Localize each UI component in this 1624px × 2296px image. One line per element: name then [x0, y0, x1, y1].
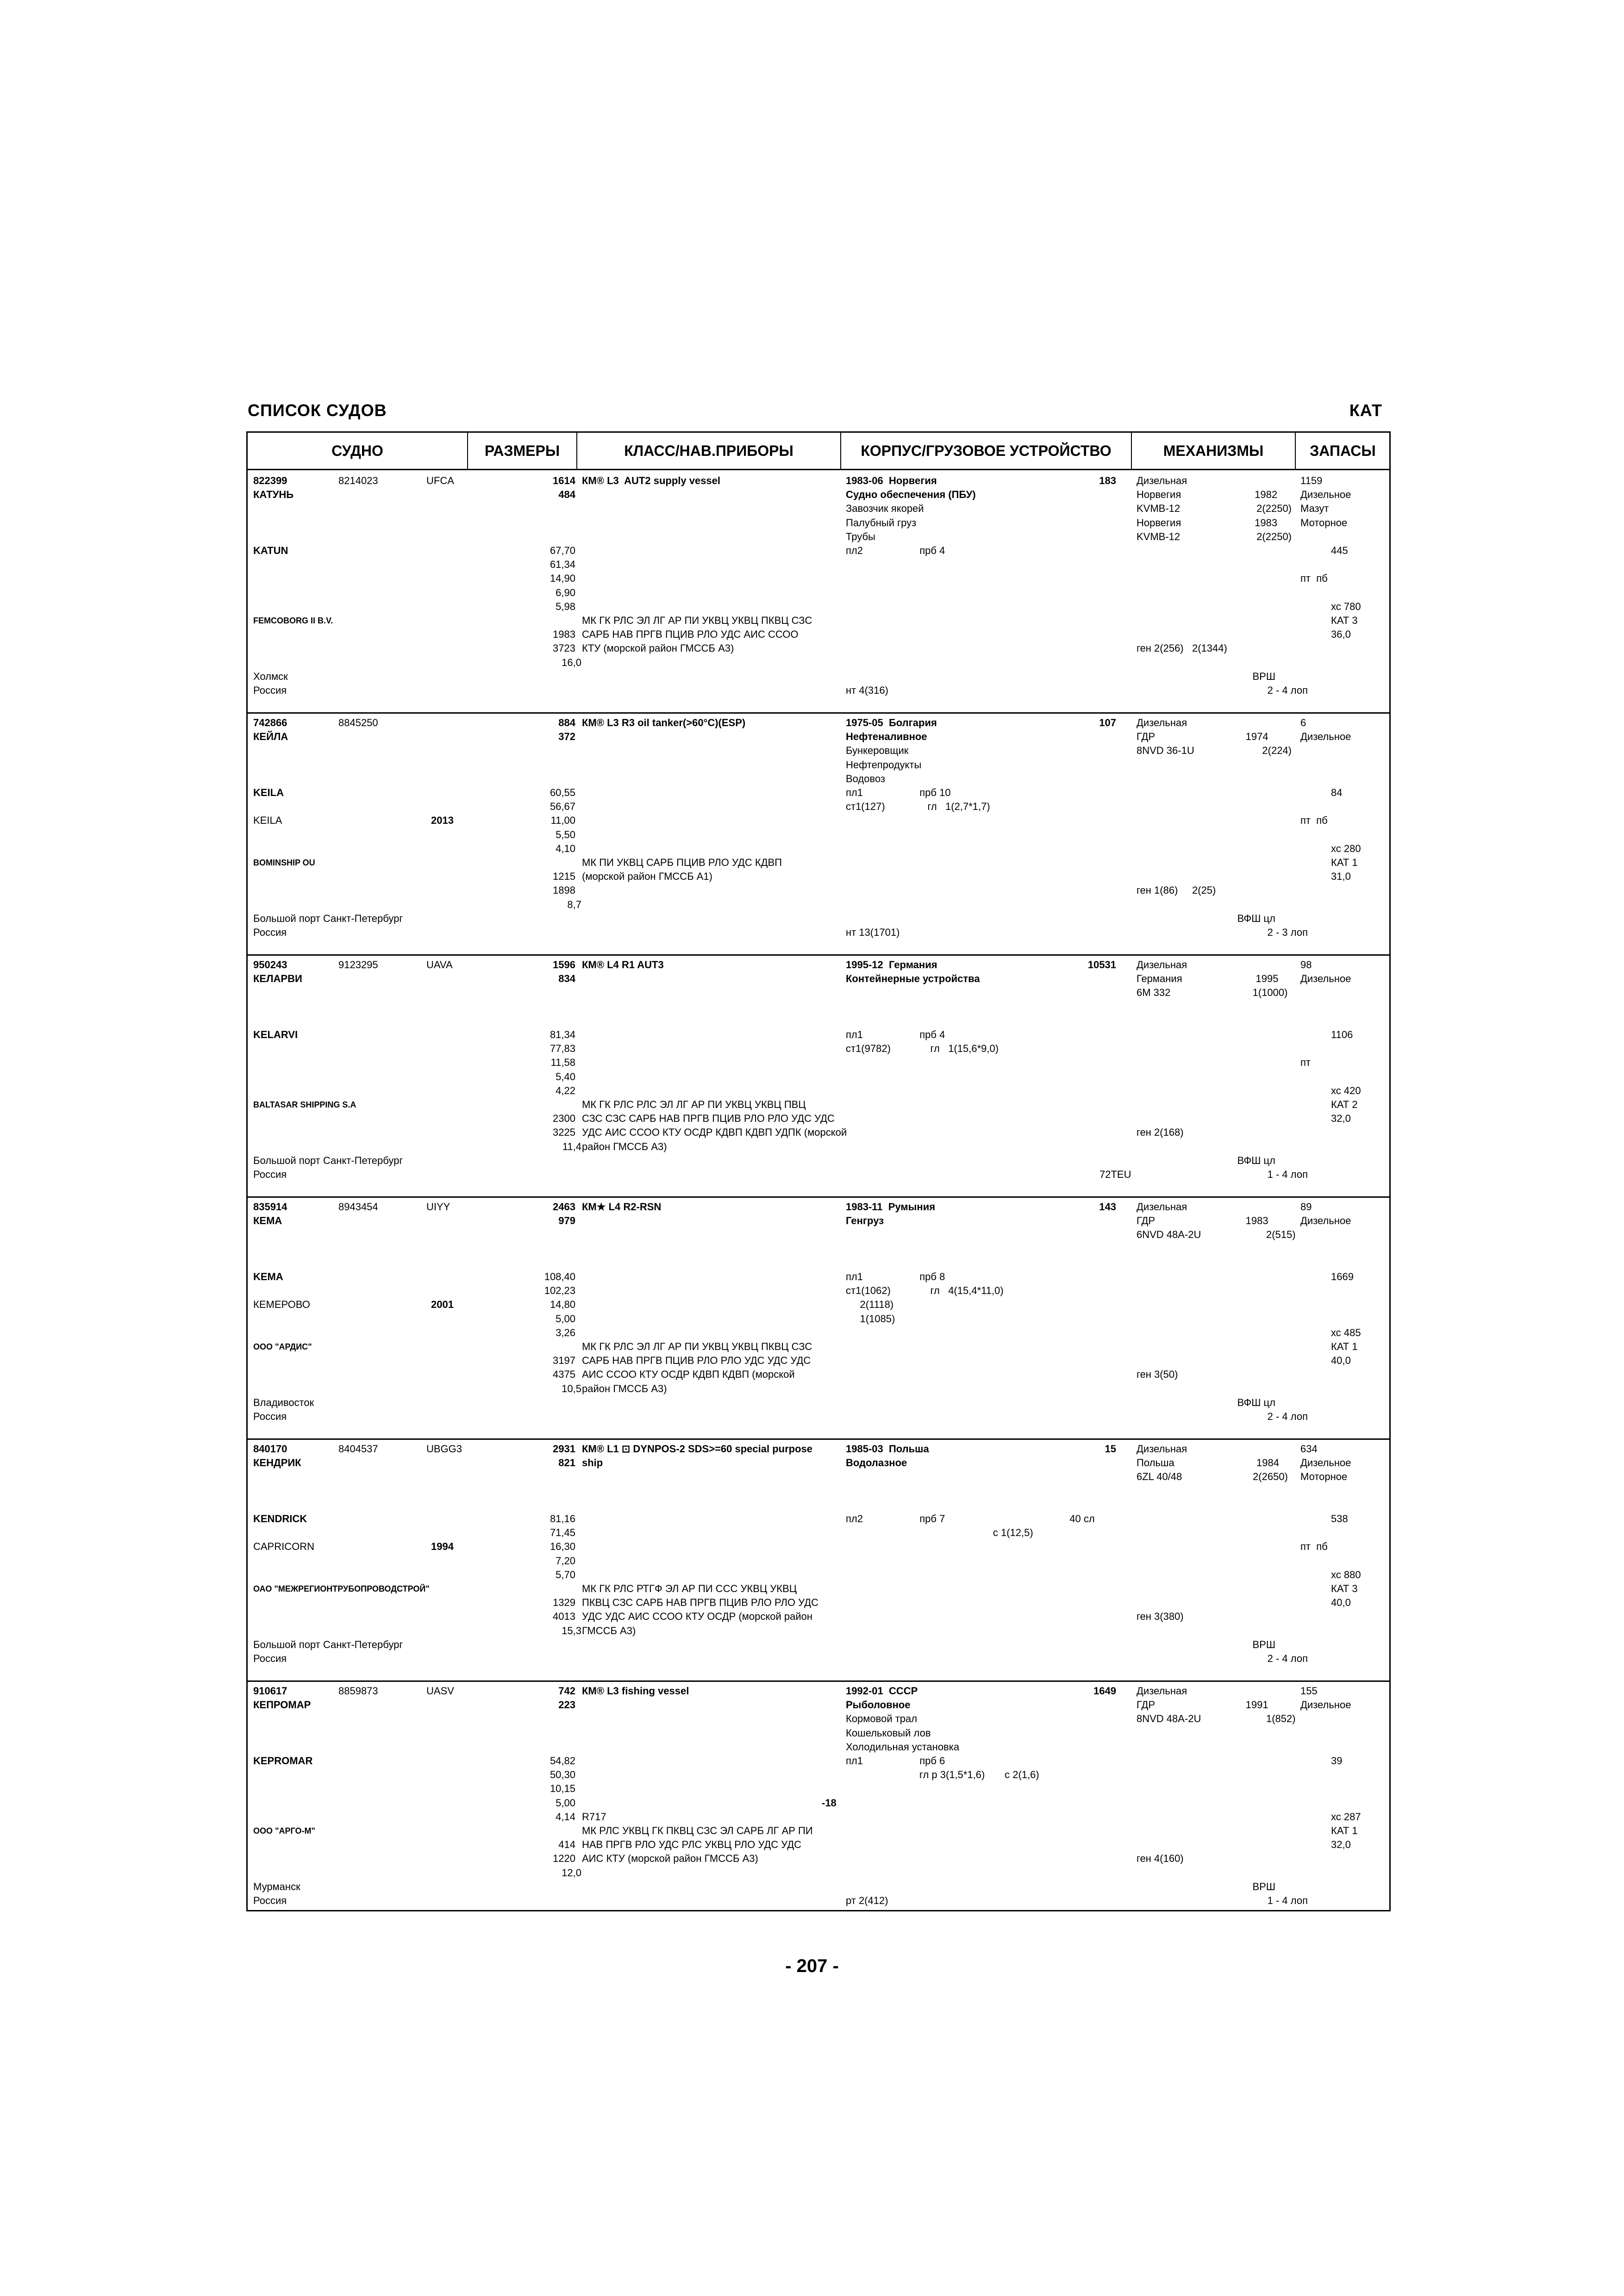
propeller-blades: 1 - 4 лоп [1267, 1895, 1308, 1906]
dimension-value: 5,98 [556, 600, 575, 612]
call-sign: UFCA [426, 475, 454, 486]
build-year-country: 1985-03 Польша [846, 1443, 929, 1455]
category: КАТ 3 [1331, 1583, 1358, 1594]
dimension-value: 4,22 [556, 1084, 575, 1096]
speed: 8,7 [567, 898, 581, 910]
engine-type: Дизельная [1137, 717, 1187, 728]
ship-entry [248, 712, 1389, 956]
fuel-types: Дизельное Мазут Моторное [1300, 489, 1351, 529]
owner: ООО "АРДИС" [253, 1342, 312, 1351]
ship-name: КЕЙЛА [253, 731, 288, 743]
category: КАТ 1 [1331, 1341, 1358, 1352]
table-body [248, 470, 1389, 1910]
supplies-value-2: 1669 [1331, 1271, 1354, 1282]
generators: ген 3(380) [1137, 1611, 1184, 1623]
category-value: 36,0 [1331, 628, 1351, 641]
dimension-value: 77,83 [550, 1043, 575, 1055]
imo-number: 8943454 [338, 1201, 378, 1213]
reg-number: 950243 [253, 959, 287, 971]
flag: Россия [253, 684, 287, 696]
generators: ген 1(86) 2(25) [1137, 884, 1216, 896]
supplies-extra: пт пб [1300, 815, 1328, 827]
imo-number: 8845250 [338, 717, 378, 728]
home-port: Большой порт Санкт-Петербург [253, 912, 403, 924]
ship-name: КАТУНЬ [253, 489, 294, 501]
flag: Россия [253, 927, 287, 938]
column-header-vessel: СУДНО [248, 433, 468, 469]
dimension-value: 5,70 [556, 1568, 575, 1580]
dimension-value: 5,00 [556, 1313, 575, 1325]
ship-table [246, 431, 1391, 1911]
supplies-value-2: 445 [1331, 545, 1348, 556]
dimension-value: 71,45 [550, 1527, 575, 1539]
engine-type: Дизельная [1137, 1685, 1187, 1697]
flag: Россия [253, 1169, 287, 1180]
reg-number: 910617 [253, 1685, 287, 1697]
fuel-types: Дизельное [1300, 1699, 1351, 1711]
engine-type: Дизельная [1137, 1201, 1187, 1213]
hull-extra: рт 2(412) [846, 1895, 888, 1906]
propeller-blades: 2 - 4 лоп [1267, 1653, 1308, 1664]
cargo-gear: пл2 прб 7 40 сл с 1(12,5) [846, 1513, 1095, 1539]
ship-name: КЕПРОМАР [253, 1699, 311, 1711]
call-sign: UBGG3 [426, 1443, 462, 1455]
reg-number: 742866 [253, 717, 287, 728]
ship-type: Генгруз [846, 1215, 884, 1227]
owner: ООО "АРГО-М" [253, 1826, 316, 1836]
former-name: КЕМЕРОВО [253, 1299, 310, 1311]
project-number: 107 [1099, 717, 1116, 728]
supplies-value: 1159 [1300, 475, 1323, 486]
doc-section: КАТ [1349, 401, 1382, 420]
home-port: Большой порт Санкт-Петербург [253, 1154, 403, 1166]
generators: ген 2(168) [1137, 1126, 1184, 1139]
category: КАТ 3 [1331, 615, 1358, 626]
dimension-value: 56,67 [550, 801, 575, 813]
build-year-country: 1983-11 Румыния [846, 1201, 936, 1213]
doc-title: СПИСОК СУДОВ [248, 401, 387, 420]
net-tonnage: 821 [558, 1457, 575, 1469]
supplies-value-2: 84 [1331, 787, 1343, 798]
supplies-value: 634 [1300, 1443, 1318, 1455]
class-notation: КМ® L3 fishing vessel [582, 1685, 689, 1697]
gross-tonnage: 1596 [553, 959, 575, 971]
dimension-value: 81,16 [550, 1513, 575, 1524]
cargo-gear: пл1 прб 6 гл р 3(1,5*1,6) с 2(1,6) [846, 1755, 1039, 1781]
dimension-value: 3,26 [556, 1326, 575, 1338]
engine-details: ГДР 1974 8NVD 36-1U 2(224) [1137, 731, 1292, 757]
cargo-gear: пл1 прб 4 ст1(9782) гл 1(15,6*9,0) [846, 1029, 999, 1055]
flag: Россия [253, 1653, 287, 1664]
dimension-value: 7,20 [556, 1555, 575, 1567]
dimension-value: 54,82 [550, 1755, 575, 1767]
ship-type: Водолазное [846, 1457, 907, 1469]
deadweight-2: 4013 [553, 1611, 575, 1623]
ship-name-latin: KATUN [253, 545, 288, 556]
fuel-types: Дизельное [1300, 1215, 1351, 1227]
category-value: 32,0 [1331, 1839, 1351, 1851]
gross-tonnage: 2931 [553, 1443, 575, 1455]
build-year-country: 1983-06 Норвегия [846, 475, 937, 486]
ship-name-latin: KEILA [253, 787, 284, 798]
owner: BOMINSHIP OU [253, 858, 315, 867]
project-number: 15 [1105, 1443, 1116, 1455]
dimension-value: 11,00 [550, 815, 575, 827]
horsepower: хс 780 [1331, 600, 1361, 612]
supplies-extra: пт [1300, 1057, 1311, 1069]
ship-name-latin: KELARVI [253, 1029, 298, 1040]
call-sign: UASV [426, 1685, 454, 1697]
ship-entry [248, 470, 1389, 714]
gross-tonnage: 2463 [553, 1201, 575, 1213]
speed: 10,5 [562, 1382, 581, 1394]
net-tonnage: 979 [558, 1215, 575, 1227]
propeller: ВРШ [1252, 1880, 1275, 1892]
gross-tonnage: 1614 [553, 475, 575, 486]
fuel-types: Дизельное [1300, 973, 1351, 985]
supplies-value: 89 [1300, 1201, 1312, 1213]
dimension-value: 5,00 [556, 1797, 575, 1809]
column-header-hull: КОРПУС/ГРУЗОВОЕ УСТРОЙСТВО [841, 433, 1132, 469]
dimension-value: 16,30 [550, 1541, 575, 1553]
dimension-value: 4,14 [556, 1811, 575, 1823]
ship-entry [248, 1438, 1389, 1682]
nav-equipment: МК ГК РЛС ЭЛ ЛГ АР ПИ УКВЦ УКВЦ ПКВЦ СЗС САРБ НАВ ПРГВ ПЦИВ РЛО УДС АИС ССОО КТУ (морской район ГМССБ А3) [582, 615, 812, 654]
home-port: Большой порт Санкт-Петербург [253, 1638, 403, 1650]
hull-extra: нт 4(316) [846, 684, 888, 696]
class-notation: КМ® L4 R1 AUT3 [582, 959, 664, 971]
ship-type: Контейнерные устройства [846, 973, 980, 985]
horsepower: хс 287 [1331, 1811, 1361, 1823]
ship-name-latin: KEPROMAR [253, 1755, 313, 1767]
category-value: 40,0 [1331, 1355, 1351, 1367]
class-notation: КМ★ L4 R2-RSN [582, 1201, 662, 1213]
imo-number: 8214023 [338, 475, 378, 486]
reg-number: 822399 [253, 475, 287, 486]
ship-type: Судно обеспечения (ПБУ) [846, 489, 976, 501]
deadweight-1: 2300 [553, 1113, 575, 1125]
project-number: 183 [1099, 475, 1116, 486]
cargo-gear: пл1 прб 10 ст1(127) гл 1(2,7*1,7) [846, 787, 990, 813]
engine-type: Дизельная [1137, 475, 1187, 486]
column-header-supplies: ЗАПАСЫ [1296, 433, 1391, 469]
dimension-value: 5,40 [556, 1070, 575, 1083]
page-number: - 207 - [785, 1956, 839, 1976]
former-name-year: 1994 [431, 1541, 454, 1553]
hull-details: Бункеровщик Нефтепродукты Водовоз [846, 745, 922, 784]
reg-number: 840170 [253, 1443, 287, 1455]
dimension-value: 50,30 [550, 1769, 575, 1781]
column-header-dimensions: РАЗМЕРЫ [468, 433, 577, 469]
category: КАТ 1 [1331, 1825, 1358, 1836]
nav-equipment: МК ГК РЛС РТГФ ЭЛ АР ПИ ССС УКВЦ УКВЦ ПКВЦ СЗС САРБ НАВ ПРГВ ПЦИВ РЛО РЛО УДС УДС УДС АИС ССОО КТУ ОСДР (морской район ГМССБ А3) [582, 1583, 818, 1636]
dimension-value: 6,90 [556, 586, 575, 598]
propeller: ВРШ [1252, 1638, 1275, 1650]
propeller: ВРШ [1252, 670, 1275, 682]
dimension-value: 5,50 [556, 828, 575, 840]
imo-number: 8404537 [338, 1443, 378, 1455]
dimension-value: 14,80 [550, 1299, 575, 1311]
category: КАТ 2 [1331, 1099, 1358, 1110]
build-year-country: 1992-01 СССР [846, 1685, 918, 1697]
generators: ген 3(50) [1137, 1369, 1178, 1381]
net-tonnage: 484 [558, 489, 575, 501]
engine-details: Польша 1984 6ZL 40/48 2(2650) [1137, 1457, 1288, 1483]
supplies-value-2: 39 [1331, 1755, 1343, 1767]
dimension-value: 14,90 [550, 572, 575, 585]
deadweight-2: 1898 [553, 884, 575, 896]
project-number: 10531 [1087, 959, 1116, 971]
horsepower: хс 485 [1331, 1326, 1361, 1338]
temperature-value: -18 [822, 1797, 837, 1809]
category: КАТ 1 [1331, 857, 1358, 868]
ship-name: КЕМА [253, 1215, 282, 1227]
call-sign: UAVA [426, 959, 453, 971]
engine-type: Дизельная [1137, 1443, 1187, 1455]
ship-entry [248, 954, 1389, 1198]
former-name-year: 2013 [431, 815, 454, 827]
propeller-blades: 2 - 3 лоп [1267, 927, 1308, 938]
former-name: KEILA [253, 815, 282, 827]
horsepower: хс 880 [1331, 1568, 1361, 1580]
dimension-value: 108,40 [544, 1271, 575, 1282]
gross-tonnage: 884 [558, 717, 575, 728]
home-port: Владивосток [253, 1396, 314, 1408]
supplies-extra: пт пб [1300, 572, 1328, 585]
deadweight-1: 1983 [553, 628, 575, 641]
deadweight-2: 3723 [553, 642, 575, 654]
engine-details: ГДР 1991 8NVD 48A-2U 1(852) [1137, 1699, 1296, 1725]
engine-type: Дизельная [1137, 959, 1187, 971]
gross-tonnage: 742 [558, 1685, 575, 1697]
fuel-types: Дизельное Моторное [1300, 1457, 1351, 1483]
propeller: ВФШ цл [1237, 912, 1275, 924]
horsepower: хс 420 [1331, 1084, 1361, 1096]
dimension-value: 11,58 [550, 1057, 575, 1069]
home-port: Мурманск [253, 1880, 300, 1892]
category-value: 32,0 [1331, 1113, 1351, 1125]
generators: ген 4(160) [1137, 1853, 1184, 1865]
supplies-value-2: 1106 [1331, 1029, 1353, 1040]
dimension-value: 61,34 [550, 559, 575, 571]
propeller-blades: 2 - 4 лоп [1267, 684, 1308, 696]
deadweight-1: 414 [558, 1839, 575, 1851]
deadweight-2: 1220 [553, 1853, 575, 1865]
owner: ОАО "МЕЖРЕГИОНТРУБОПРОВОДСТРОЙ" [253, 1584, 430, 1593]
nav-equipment: МК ГК РЛС РЛС ЭЛ ЛГ АР ПИ УКВЦ УКВЦ ПВЦ СЗС СЗС САРБ НАВ ПРГВ ПЦИВ РЛО РЛО УДС УДС УДС АИС ССОО КТУ ОСДР КДВП КДВП УДПК (морской район ГМССБ А3) [582, 1099, 847, 1152]
build-year-country: 1995-12 Германия [846, 959, 937, 971]
class-notation: КМ® L3 R3 oil tanker(>60°C)(ESP) [582, 717, 746, 728]
supplies-value: 155 [1300, 1685, 1318, 1697]
class-notation: КМ® L1 ⊡ DYNPOS-2 SDS>=60 special purpose ship [582, 1443, 813, 1469]
deadweight-1: 3197 [553, 1355, 575, 1367]
dimension-value: 102,23 [544, 1285, 575, 1297]
flag: Россия [253, 1411, 287, 1422]
ship-entry [248, 1680, 1389, 1923]
project-number: 1649 [1093, 1685, 1116, 1697]
dimension-value: 60,55 [550, 787, 575, 798]
former-name: CAPRICORN [253, 1541, 315, 1553]
supplies-value: 6 [1300, 717, 1306, 728]
cargo-gear: пл1 прб 8 ст1(1062) гл 4(15,4*11,0) 2(1118) 1(1085) [846, 1271, 1004, 1325]
ship-name: КЕЛАРВИ [253, 973, 302, 985]
class-notation: КМ® L3 AUT2 supply vessel [582, 475, 721, 486]
ship-name: КЕНДРИК [253, 1457, 301, 1469]
hull-extra: нт 13(1701) [846, 927, 900, 938]
category-value: 31,0 [1331, 871, 1351, 883]
owner: FEMCOBORG II B.V. [253, 616, 333, 625]
ship-name-latin: KEMA [253, 1271, 283, 1282]
deadweight-1: 1329 [553, 1597, 575, 1609]
speed: 16,0 [562, 656, 581, 668]
project-number: 143 [1099, 1201, 1116, 1213]
net-tonnage: 834 [558, 973, 575, 985]
dimension-value: 67,70 [550, 545, 575, 556]
deadweight-1: 1215 [553, 871, 575, 883]
net-tonnage: 372 [558, 731, 575, 743]
category-value: 40,0 [1331, 1597, 1351, 1609]
propeller-blades: 1 - 4 лоп [1267, 1169, 1308, 1180]
column-header-class: КЛАСС/НАВ.ПРИБОРЫ [577, 433, 841, 469]
hull-details: Завозчик якорей Палубный груз Трубы [846, 503, 924, 542]
engine-details: Германия 1995 6M 332 1(1000) [1137, 973, 1288, 999]
speed: 15,3 [562, 1624, 581, 1636]
dimension-value: 81,34 [550, 1029, 575, 1040]
former-name-year: 2001 [431, 1299, 454, 1311]
column-header-machinery: МЕХАНИЗМЫ [1132, 433, 1296, 469]
ship-entry [248, 1196, 1389, 1440]
reg-number: 835914 [253, 1201, 287, 1213]
horsepower: хс 280 [1331, 842, 1361, 854]
ship-name-latin: KENDRICK [253, 1513, 307, 1524]
deadweight-2: 3225 [553, 1126, 575, 1139]
ship-type: Рыболовное [846, 1699, 911, 1711]
nav-equipment: МК ПИ УКВЦ САРБ ПЦИВ РЛО УДС КДВП (морской район ГМССБ А1) [582, 857, 782, 883]
speed: 11,4 [562, 1140, 581, 1152]
dimension-value: 4,10 [556, 842, 575, 854]
speed: 12,0 [562, 1867, 581, 1879]
supplies-value: 98 [1300, 959, 1312, 971]
cargo-gear: пл2 прб 4 [846, 545, 945, 556]
net-tonnage: 223 [558, 1699, 575, 1711]
propeller-blades: 2 - 4 лоп [1267, 1411, 1308, 1422]
imo-number: 9123295 [338, 959, 378, 971]
owner: BALTASAR SHIPPING S.A [253, 1100, 356, 1109]
generators: ген 2(256) 2(1344) [1137, 642, 1227, 654]
build-year-country: 1975-05 Болгария [846, 717, 937, 728]
engine-details: ГДР 1983 6NVD 48A-2U 2(515) [1137, 1215, 1296, 1241]
call-sign: UIYY [426, 1201, 450, 1213]
supplies-value-2: 538 [1331, 1513, 1348, 1524]
imo-number: 8859873 [338, 1685, 378, 1697]
supplies-extra: пт пб [1300, 1541, 1328, 1553]
engine-details: Норвегия 1982 KVMB-12 2(2250) Норвегия 1983 KVMB-12 2(2250) [1137, 489, 1292, 542]
hull-details: Кормовой трал Кошельковый лов Холодильная установка [846, 1713, 960, 1753]
nav-equipment: МК ГК РЛС ЭЛ ЛГ АР ПИ УКВЦ УКВЦ ПКВЦ СЗС САРБ НАВ ПРГВ ПЦИВ РЛО РЛО УДС УДС УДС АИС ССОО КТУ ОСДР КДВП КДВП (морской район ГМССБ А3) [582, 1341, 812, 1394]
dimension-value: 10,15 [550, 1783, 575, 1795]
hull-extra: 72TEU [1099, 1169, 1131, 1180]
nav-equipment: R717 МК РЛС УКВЦ ГК ПКВЦ СЗС ЭЛ САРБ ЛГ АР ПИ НАВ ПРГВ РЛО УДС РЛС УКВЦ РЛО УДС УДС АИС КТУ (морской район ГМССБ А3) [582, 1811, 813, 1865]
ship-type: Нефтеналивное [846, 731, 927, 743]
home-port: Холмск [253, 670, 288, 682]
fuel-types: Дизельное [1300, 731, 1351, 743]
flag: Россия [253, 1895, 287, 1906]
deadweight-2: 4375 [553, 1369, 575, 1381]
propeller: ВФШ цл [1237, 1154, 1275, 1166]
propeller: ВФШ цл [1237, 1396, 1275, 1408]
